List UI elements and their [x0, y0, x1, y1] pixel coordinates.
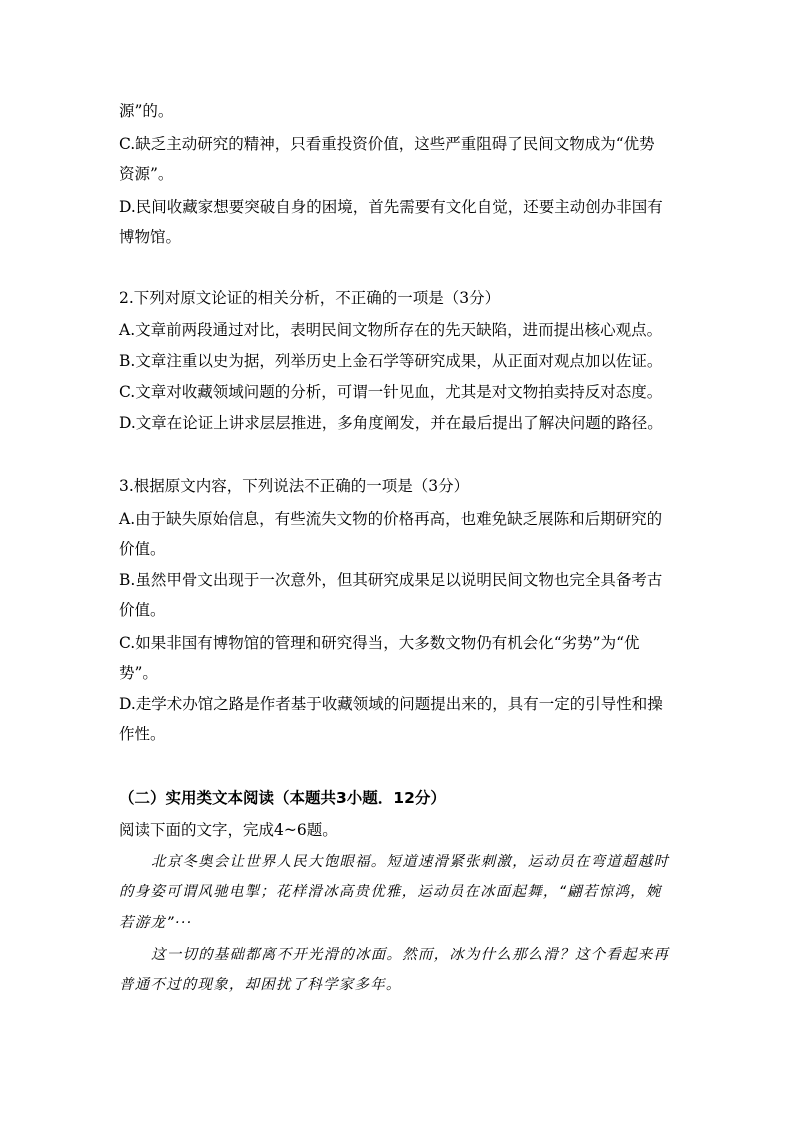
q1-option-d-line2: 博物馆。 [119, 228, 182, 246]
q2-option-c: C.文章对收藏领域问题的分析，可谓一针见血，尤其是对文物拍卖持反对态度。 [119, 383, 663, 401]
passage-para1-line1: 北京冬奥会让世界人民大饱眼福。短道速滑紧张刺激，运动员在弯道超越时 [151, 854, 670, 870]
q2-option-d: D.文章在论证上讲求层层推进，多角度阐发，并在最后提出了解决问题的路径。 [119, 414, 663, 432]
q3-option-d-line2: 作性。 [119, 725, 166, 743]
q3-stem: 3.根据原文内容，下列说法不正确的一项是（3分） [119, 477, 470, 495]
q1-option-c-line2: 资源”。 [119, 165, 174, 183]
q3-option-d-line1: D.走学术办馆之路是作者基于收藏领域的问题提出来的，具有一定的引导性和操 [119, 695, 663, 713]
q3-option-a-line1: A.由于缺失原始信息，有些流失文物的价格再高，也难免缺乏展陈和后期研究的 [119, 510, 663, 528]
q2-option-b: B.文章注重以史为据，列举历史上金石学等研究成果，从正面对观点加以佐证。 [119, 352, 663, 370]
q1-option-c-line1: C.缺乏主动研究的精神，只看重投资价值，这些严重阻碍了民间文物成为“优势 [119, 135, 655, 153]
q3-option-b-line2: 价值。 [119, 601, 166, 619]
q3-option-b-line1: B.虽然甲骨文出现于一次意外，但其研究成果足以说明民间文物也完全具备考古 [119, 571, 663, 589]
q3-option-a-line2: 价值。 [119, 540, 166, 558]
passage-para2-line2: 普通不过的现象，却困扰了科学家多年。 [119, 977, 402, 993]
q2-option-a: A.文章前两段通过对比，表明民间文物所存在的先天缺陷，进而提出核心观点。 [119, 321, 663, 339]
q3-option-c-line2: 势”。 [119, 664, 158, 682]
section-heading: （二）实用类文本阅读（本题共3小题．12分） [119, 789, 446, 807]
section-instruction: 阅读下面的文字，完成4~6题。 [119, 821, 338, 839]
q2-stem: 2.下列对原文论证的相关分析，不正确的一项是（3分） [119, 289, 501, 307]
q1-tail: 源”的。 [119, 102, 174, 120]
q1-option-d-line1: D.民间收藏家想要突破自身的困境，首先需要有文化自觉，还要主动创办非国有 [119, 198, 663, 216]
passage-para2-line1: 这一切的基础都离不开光滑的冰面。然而，冰为什么那么滑？这个看起来再 [151, 947, 670, 963]
passage-para1-line3: 若游龙”··· [119, 915, 193, 931]
q3-option-c-line1: C.如果非国有博物馆的管理和研究得当，大多数文物仍有机会化“劣势”为“优 [119, 634, 640, 652]
passage-para1-line2: 的身姿可谓风驰电掣；花样滑冰高贵优雅，运动员在冰面起舞，“翩若惊鸿，婉 [119, 884, 662, 900]
